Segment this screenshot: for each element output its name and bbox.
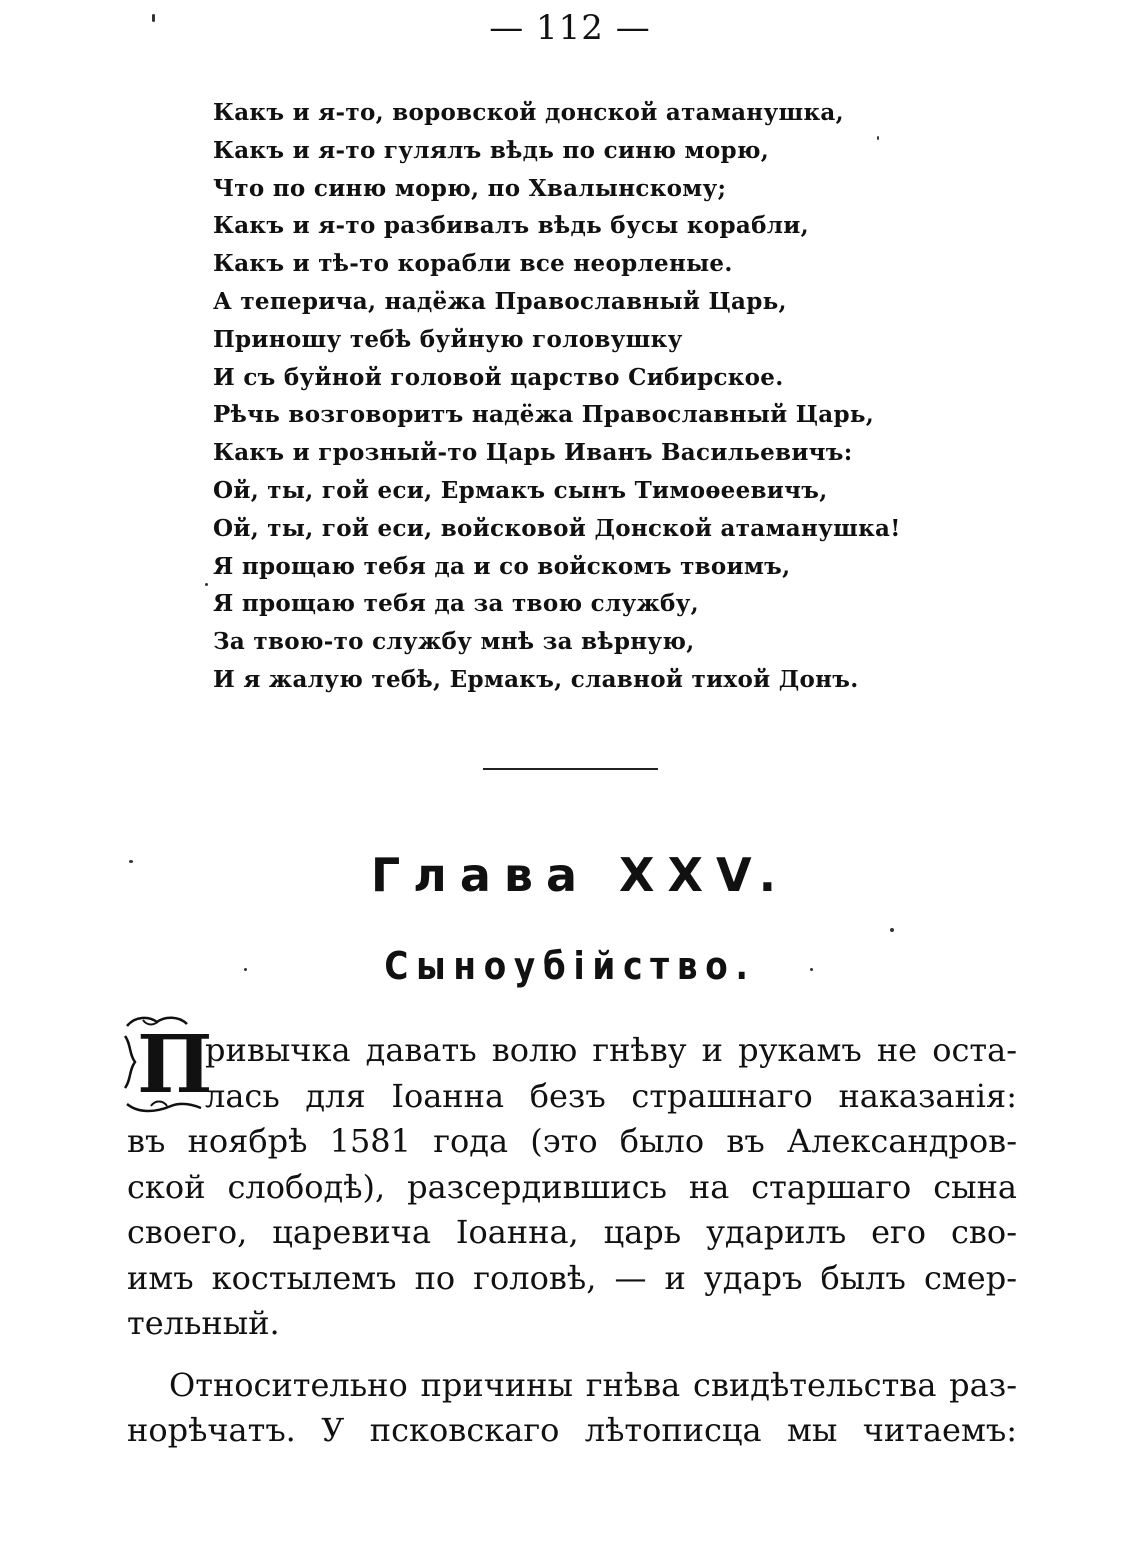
verse-block: [213, 94, 933, 699]
verse-line: Какъ и грозный-то Царь Иванъ Васильевичъ:: [213, 439, 853, 467]
verse-line: Рѣчь возговоритъ надёжа Православный Царь,: [213, 401, 875, 429]
text-line: имъ костылемъ по головѣ, — и ударъ былъ смер-: [127, 1258, 1017, 1297]
text-line: ривычка давать волю гнѣву и рукамъ не оста-: [205, 1031, 1017, 1069]
drop-cap-letter: П: [137, 1017, 213, 1111]
text-line: ской слободѣ), разсердившись на старшаго сына: [127, 1167, 1017, 1206]
verse-line: Какъ и тѣ-то корабли все неорленые.: [213, 250, 733, 278]
print-speck: [244, 968, 247, 971]
print-speck: [890, 928, 894, 932]
text-line: Относительно причины гнѣва свидѣтельства раз-: [169, 1365, 1017, 1404]
text-line: въ ноябрѣ 1581 года (это было въ Александров-: [127, 1122, 1017, 1160]
verse-line: Ой, ты, гой еси, войсковой Донской атаманушка!: [213, 514, 901, 542]
chapter-text: [127, 1028, 1017, 1454]
paragraph: [127, 1028, 1017, 1347]
verse-line: И я жалую тебѣ, Ермакъ, славной тихой Донъ.: [213, 665, 859, 693]
text-line: своего, царевича Іоанна, царь ударилъ его сво-: [127, 1213, 1017, 1251]
verse-line: Что по синю морю, по Хвалынскому;: [213, 174, 727, 202]
verse-line: Я прощаю тебя да за твою службу,: [213, 590, 699, 618]
verse-line: Какъ и я-то разбивалъ вѣдь бусы корабли,: [213, 212, 809, 240]
verse-line: Ой, ты, гой еси, Ермакъ сынъ Тимоѳеевичъ,: [213, 476, 828, 504]
print-speck: [810, 968, 813, 971]
verse-line: За твою-то службу мнѣ за вѣрную,: [213, 628, 695, 656]
text-line: лась для Іоанна безъ страшнаго наказанія:: [205, 1076, 1017, 1115]
verse-line: Какъ и я-то гулялъ вѣдь по синю морю,: [213, 136, 770, 164]
verse-line: Какъ и я-то, воровской донской атаманушка,: [213, 99, 844, 126]
print-speck: [877, 136, 879, 140]
text-line: норѣчатъ. У псковскаго лѣтописца мы читаемъ:: [127, 1411, 1017, 1449]
section-divider: [483, 768, 658, 770]
verse-line: Я прощаю тебя да и со войскомъ твоимъ,: [213, 552, 791, 580]
chapter-heading: Глава XXV.: [370, 848, 790, 902]
print-speck: [129, 860, 133, 863]
page-number: — 112 —: [489, 8, 651, 48]
print-speck: [205, 583, 208, 586]
text-line: тельный.: [127, 1304, 280, 1342]
section-title: Сыноубійство.: [384, 944, 756, 988]
verse-line: Приношу тебѣ буйную головушку: [213, 325, 683, 353]
verse-line: И съ буйной головой царство Сибирское.: [213, 363, 784, 391]
print-speck: [152, 14, 155, 22]
paragraph: [127, 1363, 1017, 1454]
verse-line: А теперича, надёжа Православный Царь,: [213, 287, 787, 315]
